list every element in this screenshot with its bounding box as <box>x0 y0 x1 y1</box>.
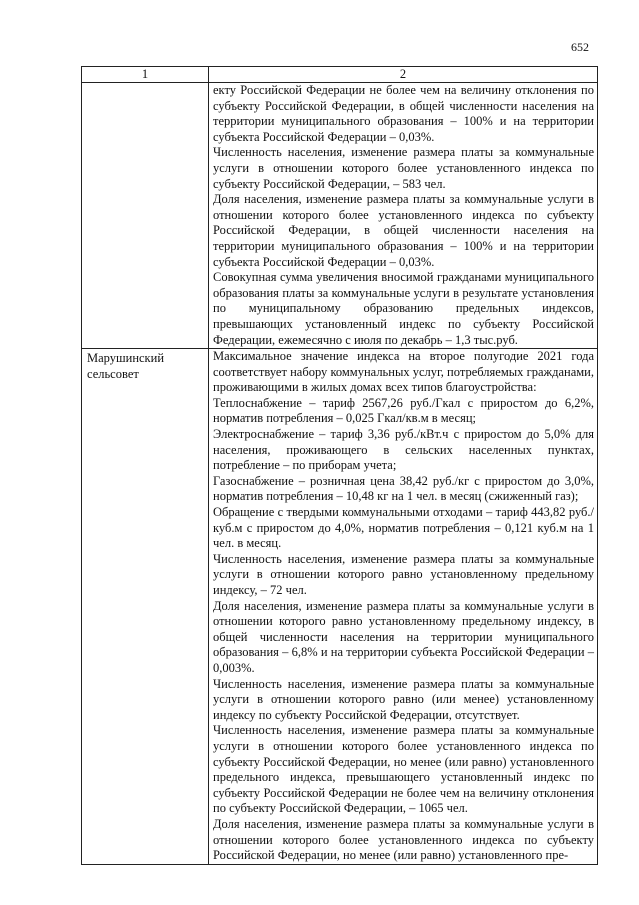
paragraph: Обращение с твердыми коммунальными отходами – тариф 443,82 руб./куб.м с приростом до 4,0%, норматив потребления – 0,121 куб.м на 1 чел. в месяц. <box>213 505 594 551</box>
paragraph: Доля населения, изменение размера платы за коммунальные услуги в отношении которого более установленного индекса по субъекту Российской Федерации, в общей численности населения на территории муниципального образования – 100% и на территории субъекта Российской Федерации – 0,03%. <box>213 192 594 269</box>
paragraph: Численность населения, изменение размера платы за коммунальные услуги в отношении которого равно (или менее) установленному индексу по субъекту Российской Федерации, отсутствует. <box>213 676 594 722</box>
paragraph: Совокупная сумма увеличения вносимой гражданами муниципального образования платы за коммунальные услуги в результате установления по муниципальному образованию предельных индексов, превышающих установленный индекс по субъекту Российской Федерации, ежемесячно с июля по декабрь – 1,3 тыс.руб. <box>213 270 594 347</box>
paragraph: Численность населения, изменение размера платы за коммунальные услуги в отношении которого равно установленному предельному индексу, – 72 чел. <box>213 551 594 597</box>
paragraph: Доля населения, изменение размера платы за коммунальные услуги в отношении которого равно установленному предельному индексу, в общей численности населения на территории муниципального образования – 6,8% и на территории субъекта Российской Федерации – 0,003%. <box>213 598 594 675</box>
paragraph: Электроснабжение – тариф 3,36 руб./кВт.ч с приростом до 5,0% для населения, проживающего в сельских населенных пунктах, потребление – по приборам учета; <box>213 427 594 473</box>
header-col-2: 2 <box>209 67 598 83</box>
paragraph: Численность населения, изменение размера платы за коммунальные услуги в отношении которого более установленного индекса по субъекту Российской Федерации, но менее (или равно) установленного предельного индекса, превышающего установленный индекс по субъекту Российской Федерации не более чем на величину отклонения по субъекту Российской Федерации, – 1065 чел. <box>213 723 594 816</box>
paragraph: Теплоснабжение – тариф 2567,26 руб./Гкал с приростом до 6,2%, норматив потребления – 0,025 Гкал/кв.м в месяц; <box>213 395 594 426</box>
text-cell <box>209 83 598 349</box>
text-cell <box>209 349 598 865</box>
table-header-row <box>82 67 598 83</box>
paragraph: Доля населения, изменение размера платы за коммунальные услуги в отношении которого более установленного индекса по субъекту Российской Федерации, но менее (или равно) установленного пре- <box>213 816 594 863</box>
page-number: 652 <box>571 40 589 54</box>
region-cell <box>82 83 209 349</box>
paragraph: екту Российской Федерации не более чем на величину отклонения по субъекту Российской Федерации, в общей численности населения на территории муниципального образования – 100% и на территории субъекта Российской Федерации – 0,03%. <box>213 83 594 144</box>
table-row <box>82 349 598 865</box>
paragraph: Газоснабжение – розничная цена 38,42 руб./кг с приростом до 3,0%, норматив потребления – 10,48 кг на 1 чел. в месяц (сжиженный газ); <box>213 473 594 504</box>
paragraph: Максимальное значение индекса на второе полугодие 2021 года соответствует набору коммунальных услуг, потребляемых гражданами, проживающими в жилых домах всех типов благоустройства: <box>213 349 594 395</box>
table-row <box>82 83 598 349</box>
document-table <box>81 66 598 865</box>
header-col-1: 1 <box>82 67 209 83</box>
paragraph: Численность населения, изменение размера платы за коммунальные услуги в отношении которого более установленного индекса по субъекту Российской Федерации, – 583 чел. <box>213 145 594 191</box>
region-cell: Марушинский сельсовет <box>82 349 209 865</box>
